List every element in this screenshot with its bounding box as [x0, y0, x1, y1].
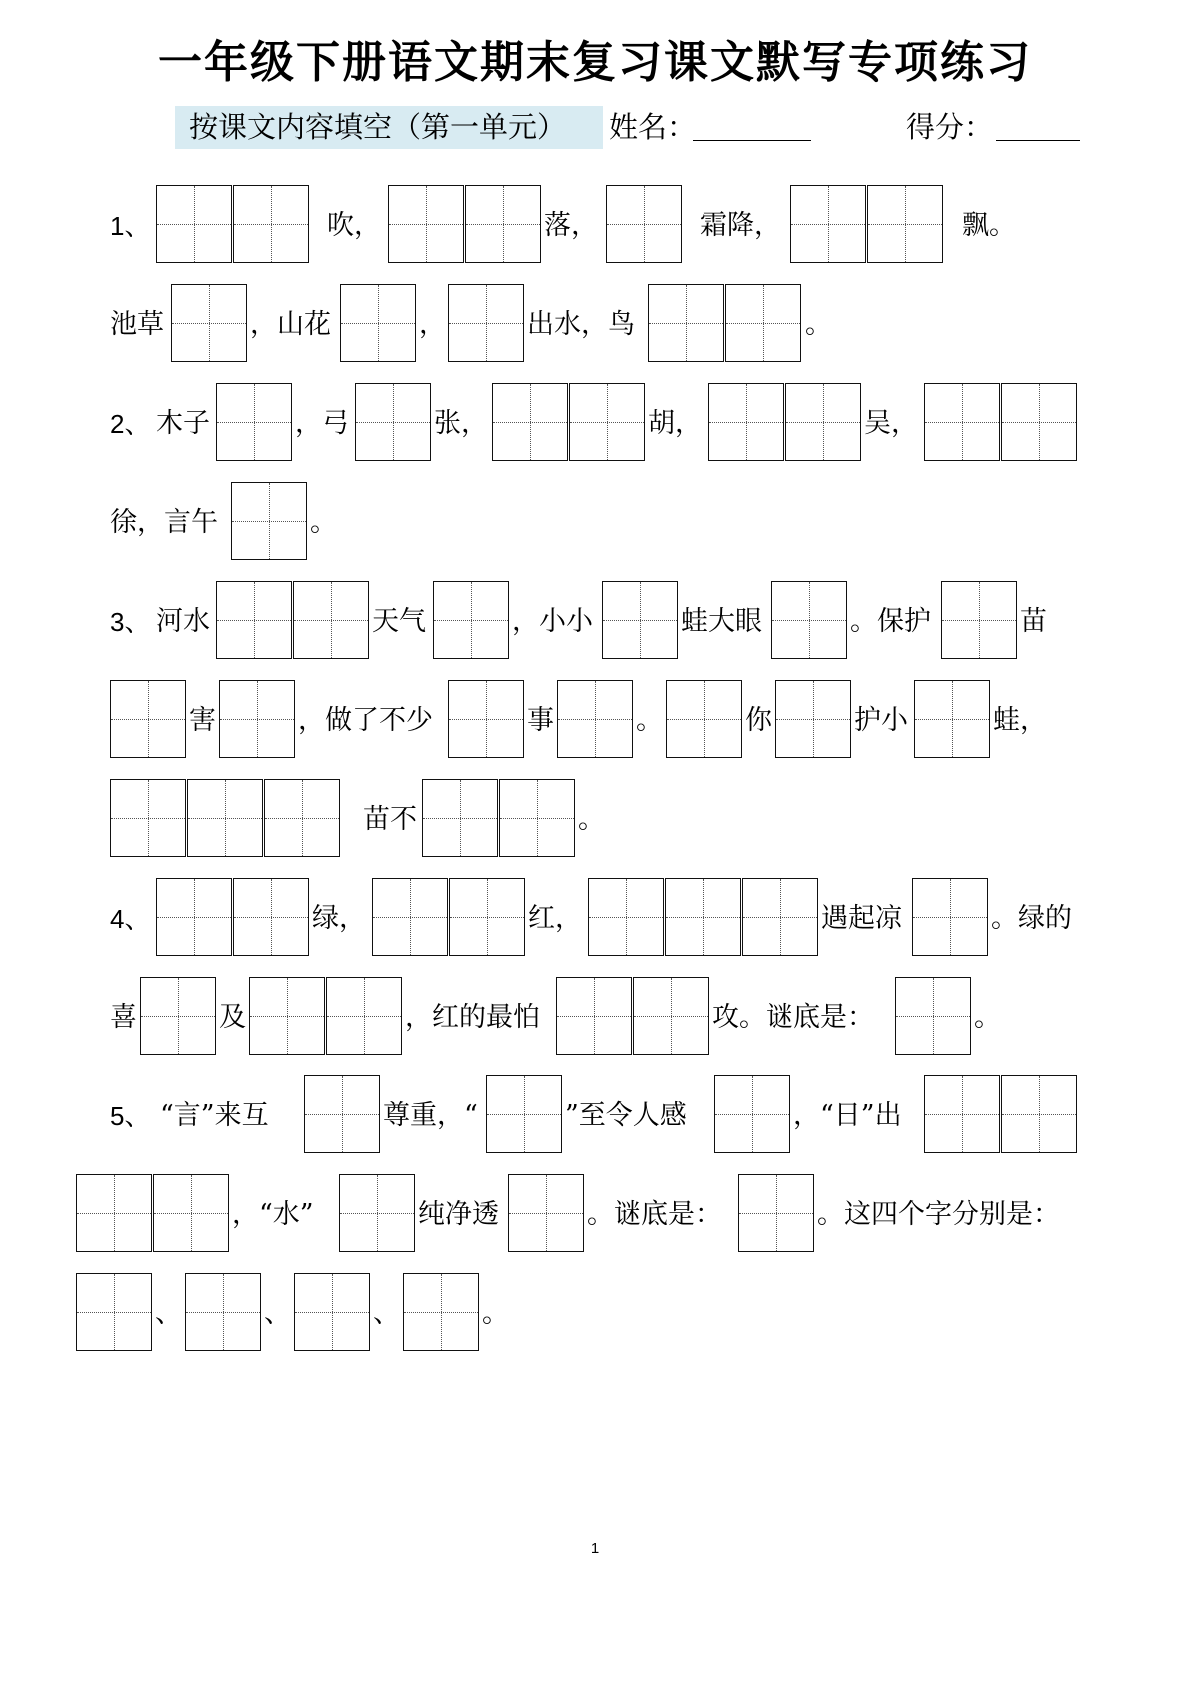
answer-box[interactable]	[153, 1174, 229, 1252]
text: 。	[482, 1298, 509, 1329]
text: 。保护	[850, 606, 931, 637]
text: 池草	[110, 309, 164, 340]
answer-box[interactable]	[725, 284, 801, 362]
answer-box[interactable]	[110, 680, 186, 758]
text: 尊重，“	[383, 1100, 478, 1131]
answer-box[interactable]	[486, 1075, 562, 1153]
answer-box[interactable]	[233, 878, 309, 956]
answer-box[interactable]	[219, 680, 295, 758]
answer-box[interactable]	[556, 977, 632, 1055]
answer-box[interactable]	[771, 581, 847, 659]
text: 徐，言午	[110, 507, 218, 538]
text: 胡，	[648, 408, 702, 439]
answer-box[interactable]	[156, 185, 232, 263]
q1-number: 1、	[110, 211, 151, 241]
answer-box[interactable]	[187, 779, 263, 857]
answer-box[interactable]	[738, 1174, 814, 1252]
answer-box[interactable]	[790, 185, 866, 263]
answer-box[interactable]	[924, 383, 1000, 461]
answer-box[interactable]	[388, 185, 464, 263]
page-number: 1	[590, 1540, 600, 1557]
answer-box[interactable]	[216, 383, 292, 461]
text: 蛙大眼	[681, 606, 762, 637]
q4-number: 4、	[110, 904, 151, 934]
answer-box[interactable]	[465, 185, 541, 263]
answer-box[interactable]	[372, 878, 448, 956]
text: 纯净透	[418, 1199, 499, 1230]
answer-box[interactable]	[185, 1273, 261, 1351]
answer-box[interactable]	[293, 581, 369, 659]
answer-box[interactable]	[76, 1273, 152, 1351]
answer-box[interactable]	[912, 878, 988, 956]
answer-box[interactable]	[249, 977, 325, 1055]
answer-box[interactable]	[666, 680, 742, 758]
q5-number: 5、	[110, 1101, 151, 1131]
text: 、	[264, 1298, 291, 1329]
text: 攻。谜底是：	[712, 1002, 874, 1033]
text: 红，	[528, 903, 582, 934]
text: 。	[578, 804, 605, 835]
text: ，小小	[512, 606, 593, 637]
text: 。	[636, 705, 663, 736]
answer-box[interactable]	[216, 581, 292, 659]
text: 护小	[854, 705, 908, 736]
text: 落，	[544, 210, 598, 241]
text: 。这四个字分别是：	[817, 1199, 1060, 1230]
answer-box[interactable]	[433, 581, 509, 659]
text: 。绿的	[991, 903, 1072, 934]
answer-box[interactable]	[708, 383, 784, 461]
text: 苗	[1020, 606, 1047, 637]
answer-box[interactable]	[785, 383, 861, 461]
text: 苗不	[363, 804, 417, 835]
answer-box[interactable]	[304, 1075, 380, 1153]
answer-box[interactable]	[714, 1075, 790, 1153]
text: 喜	[110, 1002, 137, 1033]
answer-box[interactable]	[492, 383, 568, 461]
answer-box[interactable]	[231, 482, 307, 560]
answer-box[interactable]	[422, 779, 498, 857]
text: ”至令人感	[565, 1100, 687, 1131]
text: 。	[974, 1002, 1001, 1033]
text: “言”来互	[160, 1100, 269, 1131]
answer-box[interactable]	[867, 185, 943, 263]
answer-box[interactable]	[110, 779, 186, 857]
answer-box[interactable]	[633, 977, 709, 1055]
answer-box[interactable]	[448, 284, 524, 362]
answer-box[interactable]	[1001, 383, 1077, 461]
text: 吴，	[864, 408, 918, 439]
text: 事	[527, 705, 554, 736]
answer-box[interactable]	[924, 1075, 1000, 1153]
text: ，弓	[295, 408, 349, 439]
text: ，	[419, 309, 446, 340]
text: ，红的最怕	[405, 1002, 540, 1033]
answer-box[interactable]	[895, 977, 971, 1055]
answer-box[interactable]	[742, 878, 818, 956]
text: 及	[219, 1002, 246, 1033]
text: 木子	[156, 408, 210, 439]
text: 吹，	[327, 210, 381, 241]
answer-box[interactable]	[340, 284, 416, 362]
answer-box[interactable]	[648, 284, 724, 362]
answer-box[interactable]	[1001, 1075, 1077, 1153]
answer-box[interactable]	[606, 185, 682, 263]
answer-box[interactable]	[569, 383, 645, 461]
answer-box[interactable]	[355, 383, 431, 461]
answer-box[interactable]	[557, 680, 633, 758]
answer-box[interactable]	[339, 1174, 415, 1252]
answer-box[interactable]	[326, 977, 402, 1055]
answer-box[interactable]	[499, 779, 575, 857]
answer-box[interactable]	[403, 1273, 479, 1351]
answer-box[interactable]	[602, 581, 678, 659]
page-title: 一年级下册语文期末复习课文默写专项练习	[158, 37, 1032, 88]
answer-box[interactable]	[448, 680, 524, 758]
score-label: 得分：	[906, 110, 994, 144]
text: 河水	[156, 606, 210, 637]
text: 、	[373, 1298, 400, 1329]
answer-box[interactable]	[588, 878, 664, 956]
answer-box[interactable]	[156, 878, 232, 956]
score-blank[interactable]	[996, 140, 1080, 141]
answer-box[interactable]	[76, 1174, 152, 1252]
text: 天气	[372, 606, 426, 637]
answer-box[interactable]	[508, 1174, 584, 1252]
section-label: 按课文内容填空（第一单元）	[175, 106, 603, 149]
text: 飘。	[962, 210, 1016, 241]
answer-box[interactable]	[941, 581, 1017, 659]
text: 。	[805, 309, 832, 340]
answer-box[interactable]	[294, 1273, 370, 1351]
text: 张，	[434, 408, 488, 439]
text: 遇起凉	[821, 903, 902, 934]
name-label: 姓名：	[609, 110, 697, 144]
name-blank[interactable]	[693, 140, 811, 141]
answer-box[interactable]	[140, 977, 216, 1055]
answer-box[interactable]	[775, 680, 851, 758]
text: ，山花	[250, 309, 331, 340]
text: 霜降，	[700, 210, 781, 241]
answer-box[interactable]	[171, 284, 247, 362]
text: 出水，鸟	[527, 309, 635, 340]
q3-number: 3、	[110, 607, 151, 637]
text: 你	[745, 705, 772, 736]
q2-number: 2、	[110, 409, 151, 439]
text: 害	[189, 705, 216, 736]
text: 。谜底是：	[587, 1199, 722, 1230]
text: ，做了不少	[298, 705, 433, 736]
answer-box[interactable]	[233, 185, 309, 263]
text: 。	[310, 507, 337, 538]
text: 蛙，	[993, 705, 1047, 736]
text: 绿，	[312, 903, 366, 934]
text: 、	[155, 1298, 182, 1329]
text: ，“日”出	[793, 1100, 902, 1131]
answer-box[interactable]	[665, 878, 741, 956]
text: ，“水”	[232, 1199, 314, 1230]
answer-box[interactable]	[449, 878, 525, 956]
answer-box[interactable]	[914, 680, 990, 758]
answer-box[interactable]	[264, 779, 340, 857]
